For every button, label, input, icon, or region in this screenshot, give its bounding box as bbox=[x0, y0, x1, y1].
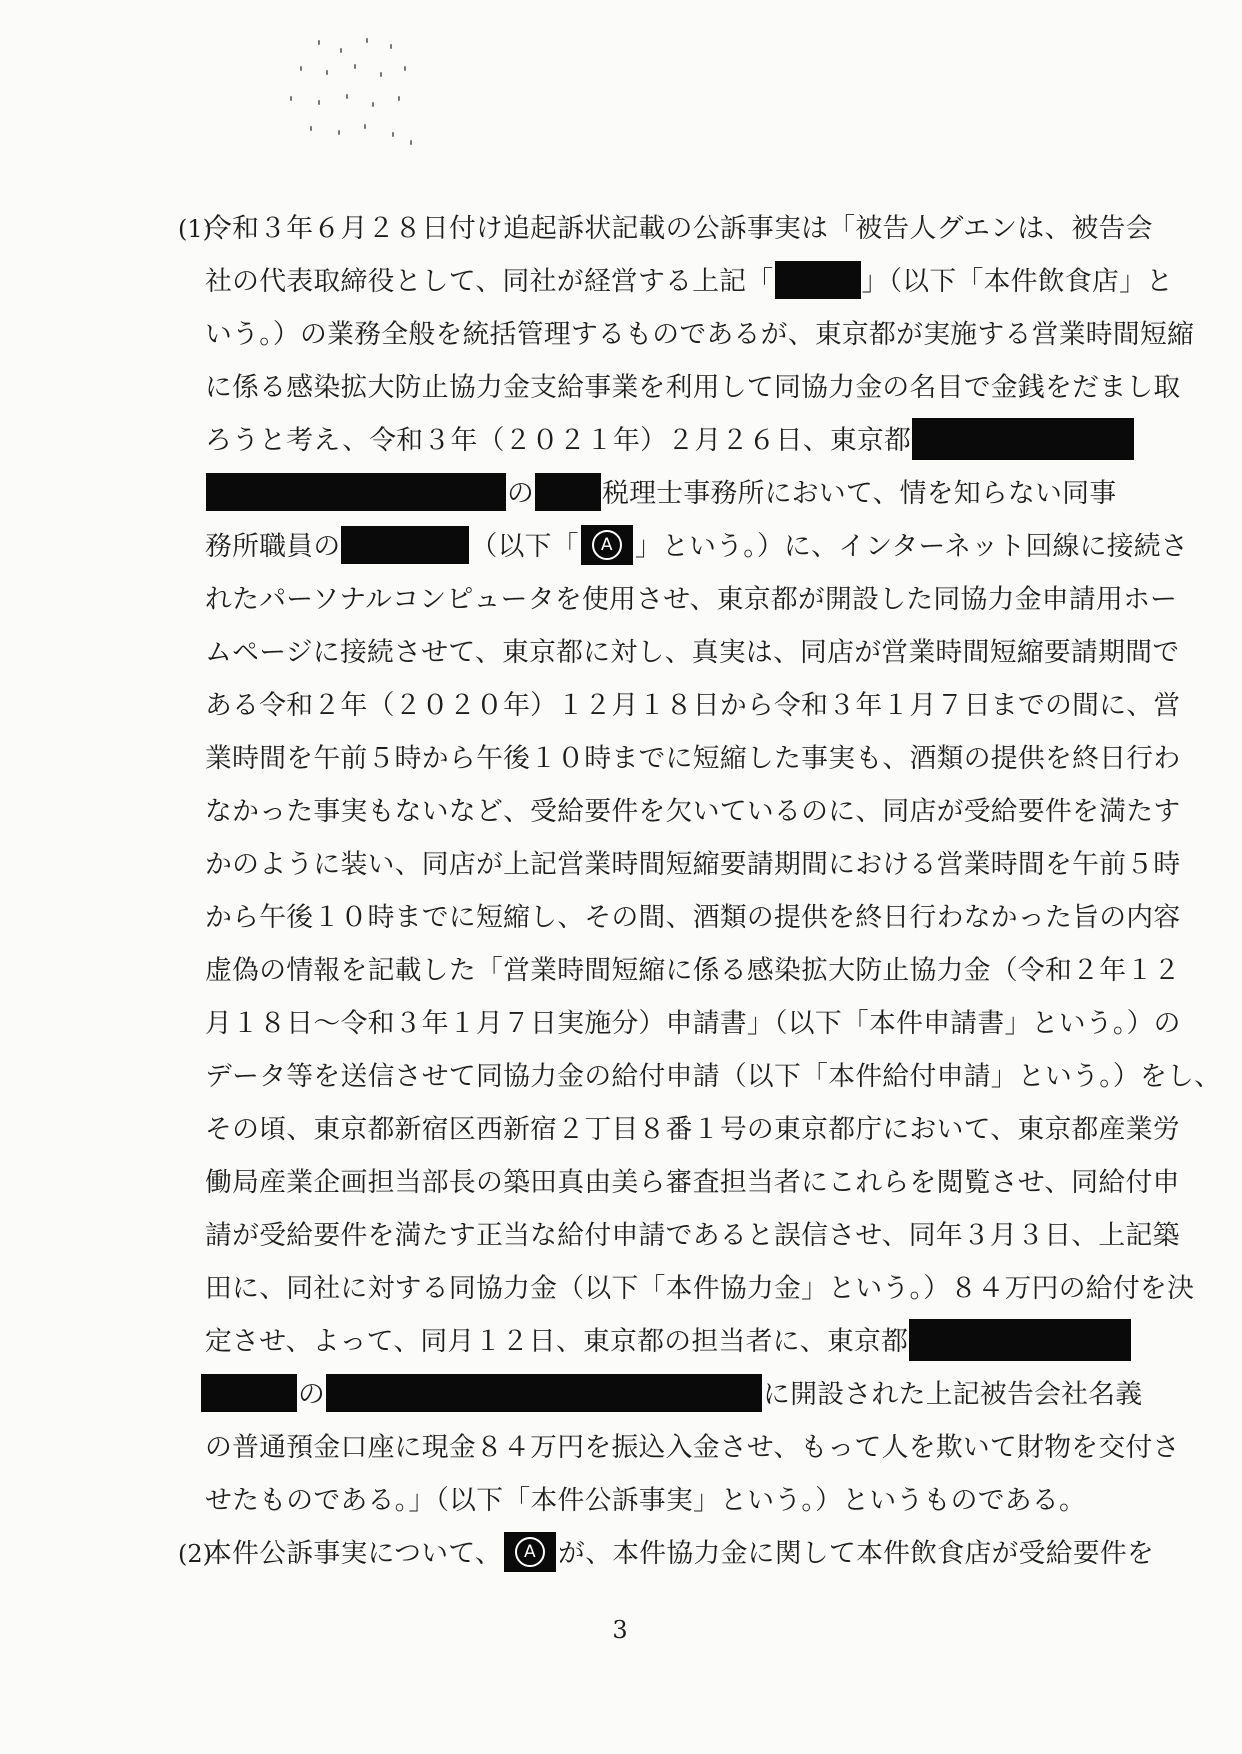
text-line bbox=[205, 520, 1189, 574]
text-line: に係る感染拡大防止協力金支給事業を利用して同協力金の名目で金銭をだまし取 bbox=[205, 372, 1181, 403]
text-line: の普通預金口座に現金８４万円を振込入金させ、もって人を欺いて財物を交付さ bbox=[205, 1432, 1180, 1463]
redaction-block bbox=[909, 1319, 1131, 1361]
redaction-block bbox=[341, 526, 469, 564]
text-segment: 税理士事務所において、情を知らない同事 bbox=[602, 478, 1117, 509]
text-segment: 社の代表取締役として、同社が経営する上記「 bbox=[205, 266, 774, 297]
redaction-mark bbox=[581, 525, 633, 565]
text-segment: に開設された上記被告会社名義 bbox=[763, 1379, 1143, 1410]
item-number: (1) bbox=[178, 215, 212, 243]
text-segment: 務所職員の bbox=[205, 531, 341, 562]
text-line: かのように装い、同店が上記営業時間短縮要請期間における営業時間を午前５時 bbox=[205, 849, 1181, 880]
text-line bbox=[205, 1315, 1135, 1369]
text-line: 月１８日～令和３年１月７日実施分）申請書」（以下「本件申請書」という。）の bbox=[205, 1008, 1181, 1039]
text-line bbox=[205, 255, 1174, 309]
text-segment: （以下「 bbox=[470, 531, 579, 562]
text-line: れたパーソナルコンピュータを使用させ、東京都が開設した同協力金申請用ホー bbox=[205, 584, 1178, 615]
text-line bbox=[205, 1527, 1155, 1581]
text-line bbox=[205, 414, 1135, 468]
text-line: から午後１０時までに短縮し、その間、酒類の提供を終日行わなかった旨の内容 bbox=[205, 902, 1181, 933]
text-line: 令和３年６月２８日付け追起訴状記載の公訴事実は「被告人グエンは、被告会 bbox=[205, 213, 1153, 244]
text-line: データ等を送信させて同協力金の給付申請（以下「本件給付申請」という。）をし、 bbox=[205, 1061, 1222, 1092]
text-line: いう。）の業務全般を統括管理するものであるが、東京都が実施する営業時間短縮 bbox=[205, 319, 1195, 350]
text-line: なかった事実もないなど、受給要件を欠いているのに、同店が受給要件を満たす bbox=[205, 796, 1181, 827]
text-line: せたものである。」（以下「本件公訴事実」という。）というものである。 bbox=[205, 1485, 1087, 1516]
redaction-block bbox=[775, 261, 861, 299]
text-line bbox=[205, 467, 1135, 521]
text-line bbox=[200, 1368, 1143, 1422]
text-segment: 本件公訴事実について、 bbox=[205, 1538, 502, 1569]
page-number: 3 bbox=[612, 1616, 628, 1644]
redaction-block bbox=[326, 1374, 762, 1412]
text-segment: の bbox=[507, 478, 535, 509]
text-segment: の bbox=[298, 1379, 326, 1410]
item-number: (2) bbox=[178, 1540, 212, 1568]
text-line: 働局産業企画担当部長の築田真由美ら審査担当者にこれらを閲覧させ、同給付申 bbox=[205, 1167, 1180, 1198]
redaction-block bbox=[206, 473, 506, 511]
text-line: ある令和２年（２０２０年）１２月１８日から令和３年１月７日までの間に、営 bbox=[205, 690, 1181, 721]
circled-a-label: A bbox=[592, 530, 622, 560]
text-line: 虚偽の情報を記載した「営業時間短縮に係る感染拡大防止協力金（令和２年１２ bbox=[205, 955, 1181, 986]
redaction-mark bbox=[504, 1532, 556, 1572]
text-segment: 」（以下「本件飲食店」と bbox=[861, 266, 1174, 297]
text-segment: 定させ、よって、同月１２日、東京都の担当者に、東京都 bbox=[205, 1326, 909, 1357]
text-line: 田に、同社に対する同協力金（以下「本件協力金」という。）８４万円の給付を決 bbox=[205, 1273, 1195, 1304]
text-segment: 」という。）に、インターネット回線に接続さ bbox=[634, 531, 1189, 562]
text-line: 業時間を午前５時から午後１０時までに短縮した事実も、酒類の提供を終日行わ bbox=[205, 743, 1181, 774]
redaction-block bbox=[535, 473, 601, 511]
redaction-block bbox=[912, 418, 1134, 460]
redaction-block bbox=[201, 1374, 297, 1412]
text-line: 請が受給要件を満たす正当な給付申請であると誤信させ、同年３月３日、上記築 bbox=[205, 1220, 1180, 1251]
text-line: ムページに接続させて、東京都に対し、真実は、同店が営業時間短縮要請期間で bbox=[205, 637, 1180, 668]
text-segment: ろうと考え、令和３年（２０２１年）２月２６日、東京都 bbox=[205, 425, 912, 456]
text-segment: が、本件協力金に関して本件飲食店が受給要件を bbox=[558, 1538, 1155, 1569]
circled-a-label: A bbox=[515, 1537, 545, 1567]
text-line: その頃、東京都新宿区西新宿２丁目８番１号の東京都庁において、東京都産業労 bbox=[205, 1114, 1180, 1145]
